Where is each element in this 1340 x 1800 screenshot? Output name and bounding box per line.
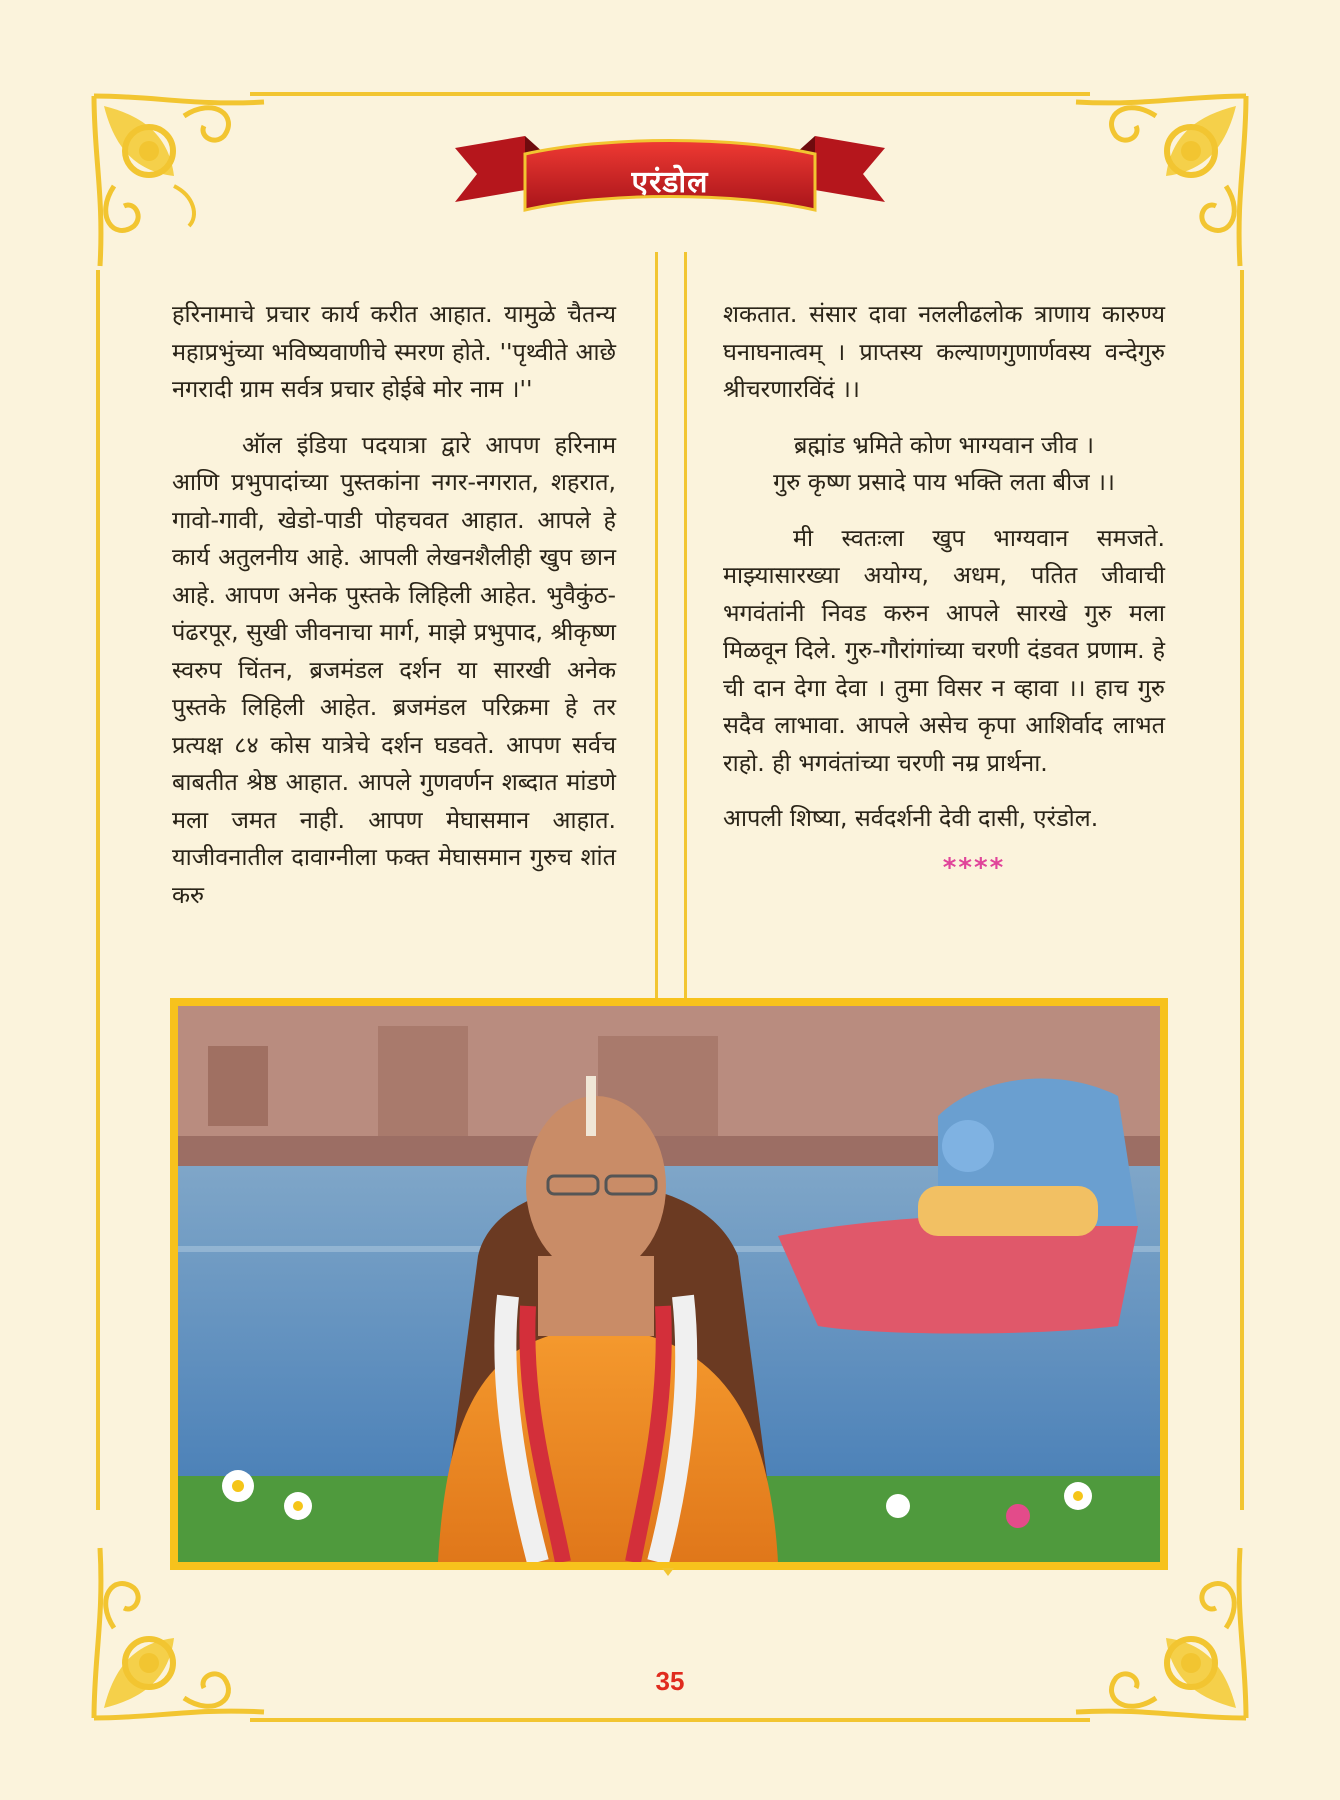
paragraph: मी स्वतःला खुप भाग्यवान समजते. माझ्यासारख्या अयोग्य, अधम, पतित जीवाची भगवंतांनी निवड करुन आपले सारखे गुरु मला मिळवून दिले. गुरु-गौरांगांच्या चरणी दंडवत प्रणाम. हे ची दान देगा देवा । तुमा विसर न व्हावा ।। हाच गुरु सदैव लाभावा. आपले असेच कृपा आशिर्वाद लाभत राहो. ही भगवंतांच्या चरणी नम्र प्रार्थना. [723, 523, 1165, 777]
page-title: एरंडोल [631, 165, 709, 200]
column-divider-left [655, 252, 658, 1004]
photo-notch [662, 1568, 674, 1576]
guru-photo [178, 1006, 1160, 1562]
corner-ornament-top-right [1056, 76, 1266, 286]
corner-ornament-top-left [74, 76, 284, 286]
page-number: 35 [655, 1666, 685, 1696]
paragraph: ऑल इंडिया पदयात्रा द्वारे आपण हरिनाम आणि प्रभुपादांच्या पुस्तकांना नगर-नगरात, शहरात, गावो-गावी, खेडो-पाडी पोहचवत आहात. आपले हे कार्य अतुलनीय आहे. आपली लेखनशैलीही खुप छान आहे. आपण अनेक पुस्तके लिहिली आहेत. भुवैकुंठ-पंढरपूर, सुखी जीवनाचा मार्ग, माझे प्रभुपाद, श्रीकृष्ण स्वरुप चिंतन, ब्रजमंडल दर्शन या सारखी अनेक पुस्तके लिहिली आहेत. ब्रजमंडल परिक्रमा हे तर प्रत्यक्ष ८४ कोस यात्रेचे दर्शन घडवते. आपण सर्वच बाबतीत श्रेष्ठ आहात. आपले गुणवर्णन शब्दात मांडणे मला जमत नाही. आपण मेघासमान आहात. याजीवनातील दावाग्नीला फक्त मेघासमान गुरुच शांत करु [172, 430, 616, 909]
photo-frame [170, 998, 1168, 1570]
paragraph: शकतात. संसार दावा नललीढलोक त्राणाय कारुण्य घनाघनात्वम् । प्राप्तस्य कल्याणगुणार्णवस्य वन्देगुरु श्रीचरणारविंदं ।। [723, 300, 1165, 403]
column-divider-right [684, 252, 687, 1004]
verse-line: गुरु कृष्ण प्रसादे पाय भक्ति लता बीज ।। [773, 468, 1115, 496]
frame-bottom-border [250, 1718, 1090, 1722]
right-column [723, 296, 1165, 887]
signature: आपली शिष्या, सर्वदर्शनी देवी दासी, एरंडोल. [723, 804, 1099, 832]
left-column [172, 296, 616, 914]
end-stars: **** [942, 852, 1006, 883]
frame-right-border [1240, 270, 1244, 1510]
verse-line: ब्रह्मांड भ्रमिते कोण भाग्यवान जीव । [794, 430, 1094, 459]
paragraph: हरिनामाचे प्रचार कार्य करीत आहात. यामुळे चैतन्य महाप्रभुंच्या भविष्यवाणीचे स्मरण होते. ''पृथ्वीते आछे नगरादी ग्राम सर्वत्र प्रचार होईबे मोर नाम ।'' [172, 300, 616, 403]
frame-top-border [250, 92, 1090, 96]
title-banner [455, 118, 885, 228]
frame-left-border [96, 270, 100, 1510]
